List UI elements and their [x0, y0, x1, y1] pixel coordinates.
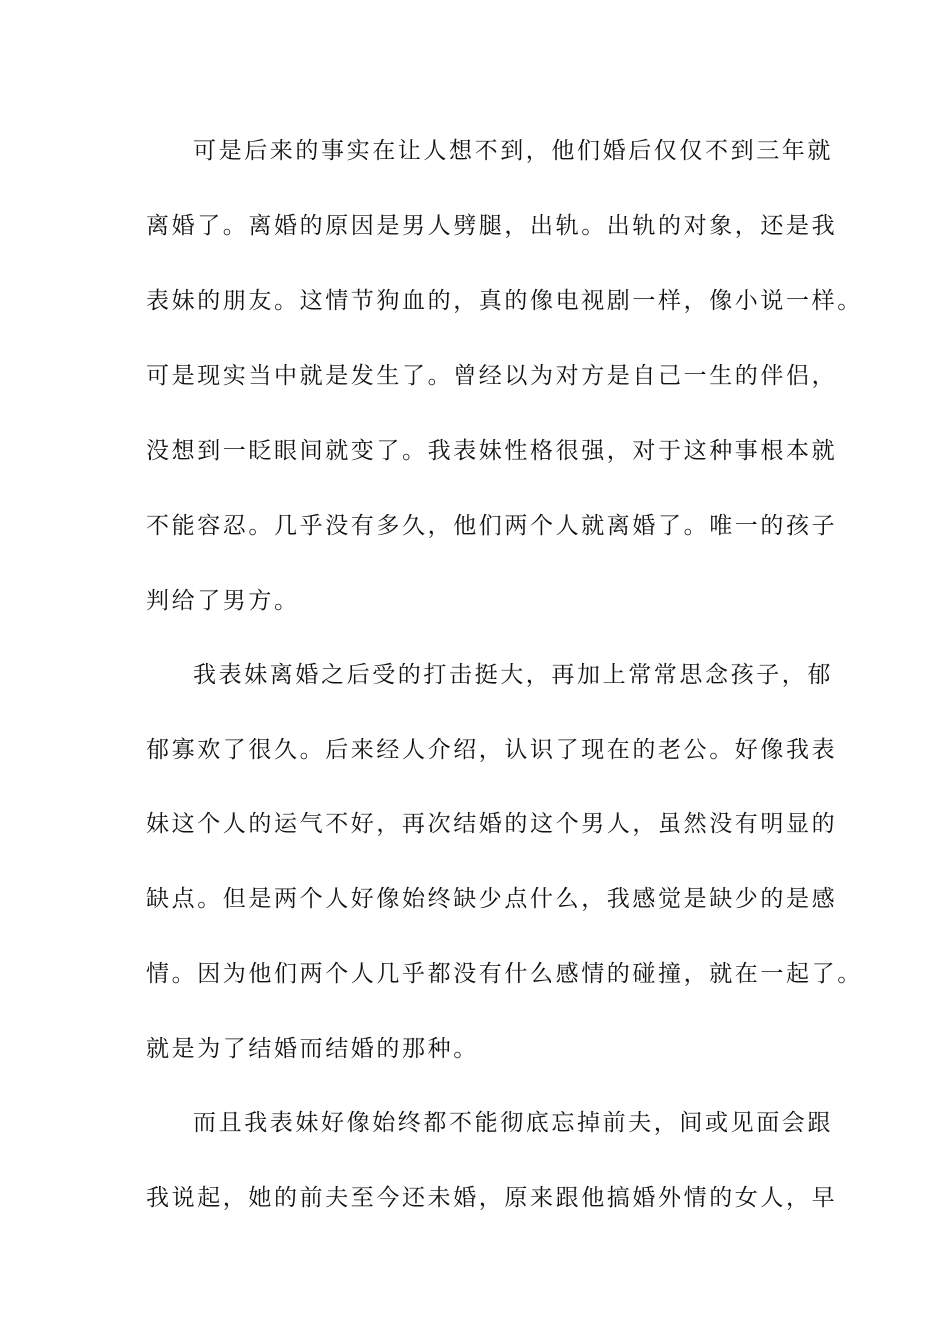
paragraph-line: 就是为了结婚而结婚的那种。 — [146, 1036, 479, 1062]
paragraph-line: 缺点。但是两个人好像始终缺少点什么，我感觉是缺少的是感 — [146, 886, 838, 912]
paragraph-line: 郁寡欢了很久。后来经人介绍，认识了现在的老公。好像我表 — [146, 737, 838, 763]
paragraph-line: 妹这个人的运气不好，再次结婚的这个男人，虽然没有明显的 — [146, 811, 838, 837]
paragraph-line: 我表妹离婚之后受的打击挺大，再加上常常思念孩子，郁 — [193, 662, 833, 688]
paragraph-line: 不能容忍。几乎没有多久，他们两个人就离婚了。唯一的孩子 — [146, 513, 838, 539]
paragraph-line: 离婚了。离婚的原因是男人劈腿，出轨。出轨的对象，还是我 — [146, 213, 838, 239]
paragraph-line: 可是现实当中就是发生了。曾经以为对方是自己一生的伴侣， — [146, 363, 838, 389]
paragraph-line: 而且我表妹好像始终都不能彻底忘掉前夫，间或见面会跟 — [193, 1110, 833, 1136]
paragraph-line: 情。因为他们两个人几乎都没有什么感情的碰撞，就在一起了。 — [146, 961, 863, 987]
paragraph-line: 表妹的朋友。这情节狗血的，真的像电视剧一样，像小说一样。 — [146, 288, 863, 314]
paragraph-line: 判给了男方。 — [146, 588, 300, 614]
paragraph-line: 我说起，她的前夫至今还未婚，原来跟他搞婚外情的女人，早 — [146, 1185, 838, 1211]
paragraph-line: 可是后来的事实在让人想不到，他们婚后仅仅不到三年就 — [193, 138, 833, 164]
paragraph-line: 没想到一眨眼间就变了。我表妹性格很强，对于这种事根本就 — [146, 438, 838, 464]
